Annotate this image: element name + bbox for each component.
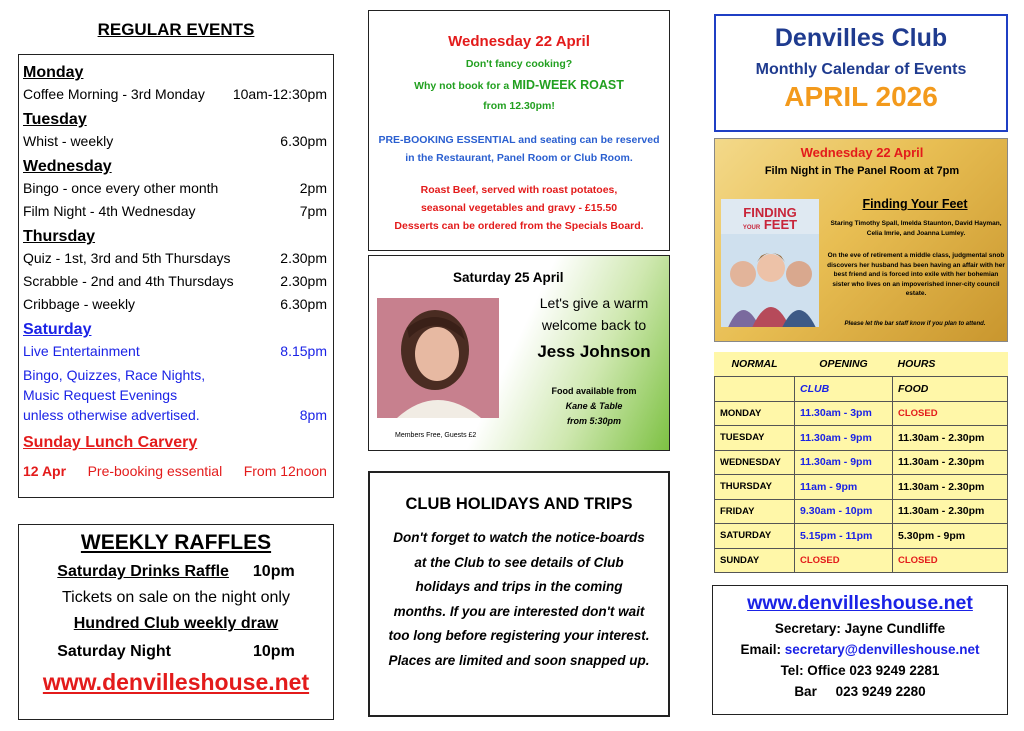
poster-title: FINDING YOUR FEET [742, 205, 798, 232]
jess-photo [377, 298, 499, 418]
table-row [715, 499, 1008, 524]
raffle-name: Saturday Night [57, 643, 171, 660]
jess-title: Saturday 25 April [453, 270, 564, 285]
table-row [715, 548, 1008, 573]
event-time: 2pm [299, 180, 327, 196]
day-heading-thursday: Thursday [23, 228, 96, 245]
raffle-row [19, 563, 333, 581]
hours-cell-day: WEDNESDAY [715, 450, 795, 475]
event-name: Live Entertainment [23, 343, 140, 359]
club-name: Denvilles Club [774, 24, 948, 52]
hours-cell-day: FRIDAY [715, 499, 795, 524]
opening-hours-table [714, 352, 1008, 573]
day-heading-tuesday: Tuesday [23, 111, 87, 128]
holidays-body: Don't forget to watch the notice-boards at the Club to see details of Club holidays and trips in the coming months. If you are interested don't wait too long before registering your interest. Places are limited and soon snapped up. [388, 530, 650, 668]
hours-cell-day: SUNDAY [715, 548, 795, 573]
roast-line: in the Restaurant, Panel Room or Club Room. [405, 152, 633, 164]
event-name: Film Night - 4th Wednesday [23, 203, 196, 219]
telephone-bar: Bar 023 9249 2280 [794, 684, 926, 699]
telephone-office: Tel: Office 023 9249 2281 [780, 663, 940, 678]
table-row [715, 475, 1008, 500]
table-header: OPENING [819, 358, 868, 370]
film-date: Wednesday 22 April [800, 145, 924, 160]
hours-cell-club: 11.30am - 3pm [795, 401, 893, 426]
email-link[interactable]: secretary@denvilleshouse.net [784, 642, 980, 657]
hours-cell-day: THURSDAY [715, 475, 795, 500]
jess-food: Food available from Kane & Table from 5:30pm [551, 386, 637, 426]
movie-poster-image [721, 199, 819, 327]
club-holidays-box [368, 471, 670, 717]
poster-actors-graphic [721, 234, 819, 327]
jess-text: Let's give a warm welcome back to Jess Johnson [537, 295, 651, 361]
hours-cell-food: 11.30am - 2.30pm [893, 450, 1008, 475]
film-subtitle: Film Night in The Panel Room at 7pm [764, 165, 960, 177]
event-name: Pre-booking essential [87, 463, 223, 479]
event-date: 12 Apr [23, 463, 67, 479]
regular-events-title: REGULAR EVENTS [97, 20, 255, 39]
roast-line: from 12.30pm! [483, 100, 555, 112]
event-row [23, 405, 327, 425]
raffle-note: Tickets on sale on the night only [62, 589, 290, 606]
table-row [715, 426, 1008, 451]
hours-cell-day: TUESDAY [715, 426, 795, 451]
event-time: 8pm [299, 407, 327, 423]
event-row [23, 83, 327, 106]
email-label: Email: [740, 642, 785, 657]
event-time: 7pm [299, 203, 327, 219]
website-link[interactable]: www.denvilleshouse.net [747, 592, 973, 614]
table-row [715, 377, 1008, 402]
table-row [715, 401, 1008, 426]
hours-cell-day: SATURDAY [715, 524, 795, 549]
hours-cell-club: 9.30am - 10pm [795, 499, 893, 524]
table-header: FOOD [893, 377, 1008, 402]
event-name: Whist - weekly [23, 133, 114, 149]
hours-cell-food: CLOSED [893, 401, 1008, 426]
calendar-subtitle: Monthly Calendar of Events [755, 61, 967, 78]
table-header: HOURS [897, 358, 936, 370]
event-name: Music Request Evenings [23, 387, 178, 403]
hours-cell-food: 11.30am - 2.30pm [893, 426, 1008, 451]
movie-title: Finding Your Feet [862, 197, 968, 211]
table-header: CLUB [795, 377, 893, 402]
event-row [23, 247, 327, 270]
raffle-time: 10pm [252, 563, 295, 580]
jess-members-note: Members Free, Guests £2 [395, 432, 477, 439]
event-row [23, 130, 327, 153]
event-name: Scrabble - 2nd and 4th Thursdays [23, 273, 234, 289]
event-time: 6.30pm [280, 296, 327, 312]
event-name: Bingo, Quizzes, Race Nights, [23, 367, 206, 383]
event-row [23, 270, 327, 293]
raffles-title: WEEKLY RAFFLES [80, 531, 272, 554]
event-row [23, 177, 327, 200]
event-row [23, 293, 327, 316]
calendar-month: APRIL 2026 [784, 81, 938, 112]
film-note: Please let the bar staff know if you plan to attend. [844, 321, 986, 327]
portrait-image [377, 298, 499, 418]
hours-cell-day: MONDAY [715, 401, 795, 426]
hours-cell-food: 5.30pm - 9pm [893, 524, 1008, 549]
roast-line: Don't fancy cooking? [465, 58, 573, 70]
table-header: NORMAL [731, 358, 778, 370]
table-cell [715, 377, 795, 402]
hours-cell-club: 5.15pm - 11pm [795, 524, 893, 549]
hours-cell-food: CLOSED [893, 548, 1008, 573]
roast-title: Wednesday 22 April [448, 33, 590, 50]
raffle-time: 10pm [253, 643, 295, 660]
movie-cast: Staring Timothy Spall, Imelda Staunton, David Hayman, Celia Imrie, and Joanna Lumley. [830, 220, 1002, 237]
movie-plot: On the eve of retirement a middle class, judgmental snob discovers her husband has been having an affair with her best friend and is forced into exile with her bohemian sister who lives on an impoverished inner-city council estate. [827, 252, 1005, 297]
hours-cell-club: 11am - 9pm [795, 475, 893, 500]
day-heading-sunday: Sunday Lunch Carvery [23, 434, 198, 451]
hours-cell-club: CLOSED [795, 548, 893, 573]
day-heading-monday: Monday [23, 64, 84, 81]
film-night-poster [714, 138, 1008, 342]
raffle-name: Hundred Club weekly draw [73, 615, 279, 632]
event-time: 8.15pm [280, 343, 327, 359]
event-time: 6.30pm [280, 133, 327, 149]
raffle-row [19, 643, 333, 661]
table-row [715, 352, 1008, 377]
event-row [23, 200, 327, 223]
jess-johnson-poster [368, 255, 670, 451]
website-link[interactable]: www.denvilleshouse.net [42, 669, 310, 695]
table-row [715, 450, 1008, 475]
roast-line: Why not book for a MID-WEEK ROAST [414, 78, 624, 92]
roast-line: PRE-BOOKING ESSENTIAL and seating can be reserved [378, 134, 660, 146]
roast-line: seasonal vegetables and gravy - £15.50 [420, 202, 618, 214]
event-name: Cribbage - weekly [23, 296, 136, 312]
roast-line: Roast Beef, served with roast potatoes, [420, 184, 618, 196]
secretary: Secretary: Jayne Cundliffe [774, 621, 946, 636]
event-name: Bingo - once every other month [23, 180, 219, 196]
mid-week-roast-poster [368, 10, 670, 251]
calendar-title-box [714, 14, 1008, 132]
regular-events-box [18, 54, 334, 498]
hours-cell-club: 11.30am - 9pm [795, 450, 893, 475]
weekly-raffles-box [18, 524, 334, 720]
event-row [23, 340, 327, 363]
event-time: 2.30pm [280, 250, 327, 266]
event-time: 2.30pm [280, 273, 327, 289]
hours-cell-club: 11.30am - 9pm [795, 426, 893, 451]
event-name: Quiz - 1st, 3rd and 5th Thursdays [23, 250, 231, 266]
event-row [23, 461, 327, 481]
table-row [715, 524, 1008, 549]
hours-cell-food: 11.30am - 2.30pm [893, 475, 1008, 500]
event-time: 10am-12:30pm [232, 86, 327, 102]
day-heading-wednesday: Wednesday [23, 158, 112, 175]
raffle-name: Saturday Drinks Raffle [57, 563, 229, 580]
hours-body [715, 401, 1008, 573]
contact-box [712, 585, 1008, 715]
hours-cell-food: 11.30am - 2.30pm [893, 499, 1008, 524]
holidays-title: CLUB HOLIDAYS AND TRIPS [405, 495, 633, 513]
day-heading-saturday: Saturday [23, 321, 92, 338]
event-time: From 12noon [243, 463, 327, 479]
email-line [713, 642, 1007, 657]
roast-line: Desserts can be ordered from the Specials Board. [394, 220, 644, 232]
event-name: unless otherwise advertised. [23, 407, 200, 423]
event-name: Coffee Morning - 3rd Monday [23, 86, 205, 102]
